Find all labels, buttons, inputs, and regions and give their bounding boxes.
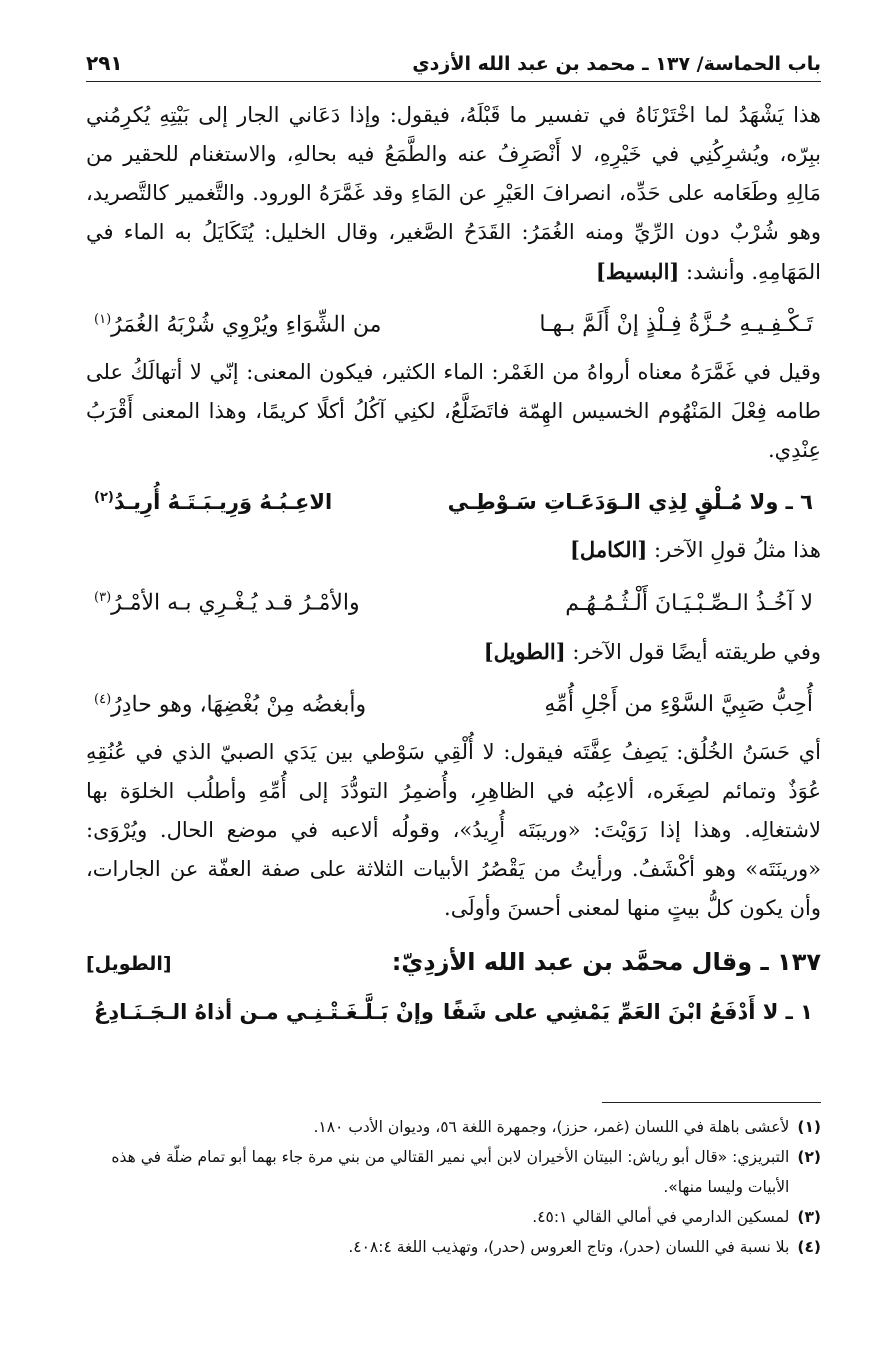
verse-5-first-hemistich: ١ ـ لا أَدْفَعُ ابْنَ العَمِّ يَمْشِي على شَفًا xyxy=(443,999,813,1024)
footnote-text: التبريزي: «قال أبو رياش: البيتان الأخيران لابن أبي نمير القتالي من بني مرة جاء بهما أبو تمام ضلّة في هذه الأبيات وليسا منها». xyxy=(111,1148,790,1196)
footnote-ref-2: (٢) xyxy=(94,490,114,506)
footnote-text: لمسكين الدارمي في أمالي القالي ٤٥:١. xyxy=(532,1208,790,1226)
verse-2-second-hemistich xyxy=(86,478,332,522)
meter-label-3: [الطويل] xyxy=(483,638,566,664)
verse-2 xyxy=(86,478,821,522)
verse-3-second-text: والأمْـرُ قـد يُـغْـرِي بـه الأمْـرُ xyxy=(111,590,360,616)
page-number: ٢٩١ xyxy=(86,51,123,75)
verse-5-second-hemistich: وإنْ بَـلَّـغَـتْـنِـي مـن أذاهُ الـجَـنَـادِعُ xyxy=(94,999,434,1024)
verse-1-first-hemistich: تَـكْـفِـيـهِ حُـزَّةُ فِـلْذٍ إنْ أَلَمَّ بـهـا xyxy=(539,312,813,338)
verse-2-first-hemistich: ٦ ـ ولا مُـلْقٍ لِذِي الـوَدَعَـاتِ سَـوْطِـي xyxy=(447,490,813,515)
footnote-text: لأعشى باهلة في اللسان (غمر، حزز)، وجمهرة اللغة ٥٦، وديوان الأدب ١٨٠. xyxy=(313,1118,790,1136)
verse-3 xyxy=(86,578,821,623)
paragraph-4 xyxy=(86,632,821,672)
paragraph-2: وقيل في غَمَّرَهُ معناه أرواهُ من الغَمْر: الماء الكثير، فيكون المعنى: إنّي لا أتهالَكُ على طامه فِعْلَ المَنْهُوم الخسيس الهِمّة فاتَضَلَّعُ، لكنِي آكُلُ أكلًا كريمًا، وهذا المعنى أَقْرَبُ عِنْدِي. xyxy=(86,360,821,463)
paragraph-4-text: وفي طريقته أيضًا قول الآخر: xyxy=(572,639,821,664)
verse-4-second-hemistich xyxy=(86,680,366,725)
footnotes xyxy=(86,1112,821,1262)
page-header xyxy=(86,42,821,82)
footnote-ref-3: (٣) xyxy=(94,590,112,606)
footnote xyxy=(86,1112,821,1142)
verse-2-second-text: الاعِـبُـهُ وَرِيـبَـتَـهُ أُرِيـدُ xyxy=(113,490,333,515)
verse-4-first-hemistich: أُحِبُّ صَبِيَّ السَّوْءِ من أَجْلِ أُمِّهِ xyxy=(544,691,813,717)
verse-4 xyxy=(86,680,821,725)
verse-1 xyxy=(86,300,821,345)
footnote-ref-1: (١) xyxy=(94,312,112,327)
meter-label-2: [الكامل] xyxy=(570,537,648,563)
paragraph-3 xyxy=(86,530,821,570)
verse-5 xyxy=(86,992,821,1032)
verse-1-second-text: من الشِّوَاءِ ويُرْوِي شُرْبَهُ الغُمَرُ xyxy=(111,312,382,338)
paragraph-5: أي حَسَنُ الخُلُق: يَصِفُ عِفَّتَه فيقول: لا أُلْقِي سَوْطي بين يَدَي الصبيّ الذي في عُنُقِهِ عُوَذٌ وتمائم لصِغَره، ألاعِبُه في الظاهِرِ، وأُضمِرُ التودُّدَ إلى أُمِّهِ وأطلُب الخلوَة بها لاشتغالِه. وهذا إذا رَوَيْتَ: «وريبَتَه أُرِيدُ»، وقولُه ألاعبه في موضع الحال. ويُرْوَى: «ورينَتَه» وهو أكْشَفُ. ورأيتُ من يَقْصُرُ الأبيات الثلاثة على صفة العفّة عن الجارات، وأن يكون كلُّ بيتٍ منها لمعنى أحسنَ وأولَى. xyxy=(86,739,821,920)
verse-4-second-text: وأبغضُه مِنْ بُغْضِهَا، وهو حادِرُ xyxy=(111,691,367,717)
verse-3-second-hemistich xyxy=(86,578,360,623)
footnote xyxy=(86,1142,821,1202)
footnote-divider xyxy=(602,1102,821,1103)
running-title: باب الحماسة/ ١٣٧ ـ محمد بن عبد الله الأزدي xyxy=(412,53,821,75)
meter-label-1: [البسيط] xyxy=(595,259,680,284)
verse-3-first-hemistich: لا آخُـذُ الـصِّـبْـيَـانَ أَلْـثُـمُـهُـم xyxy=(565,590,813,616)
footnote-text: بلا نسبة في اللسان (حدر)، وتاج العروس (حدر)، وتهذيب اللغة ٤٠٨:٤. xyxy=(348,1238,790,1256)
footnote xyxy=(86,1202,821,1232)
footnote-number: (٣) xyxy=(797,1208,821,1226)
poem-meter-label: [الطويل] xyxy=(86,952,172,975)
verse-1-second-hemistich xyxy=(86,300,381,345)
paragraph-1 xyxy=(86,96,821,292)
footnote-number: (٤) xyxy=(797,1238,821,1256)
poem-heading-title: ١٣٧ ـ وقال محمَّد بن عبد الله الأزدِيّ: xyxy=(391,947,821,976)
paragraph-1-text: هذا يَشْهَدُ لما اخْتَرْنَاهُ في تفسير ما قَبْلَهُ، فيقول: وإذا دَعَاني الجار إلى بَيْتِهِ يُكرِمُني ببِرّه، ويُشرِكُنِي في خَيْرِهِ، لا أَنْصَرِفُ عنه والطَّمَعُ فيه بحالهِ، والاستغنام للحقير من مَالِهِ وطَعَامه على حَدِّه، انصرافَ العَيْرِ عن المَاءِ وقد غَمَّرَهُ الورود. والتَّغمير كالتَّصريد، وهو شُرْبٌ دون الرِّيِّ ومنه الغُمَرُ: القَدَحُ الصَّغير، وقال الخليل: يُتَكَايَلُ به الماء في المَهَامِهِ. وأنشد: xyxy=(86,103,821,284)
poem-heading xyxy=(86,940,821,986)
footnote-ref-4: (٤) xyxy=(94,691,112,707)
main-text xyxy=(86,96,821,1040)
footnote xyxy=(86,1232,821,1262)
footnote-number: (١) xyxy=(797,1118,821,1136)
footnote-number: (٢) xyxy=(797,1148,821,1166)
paragraph-3-text: هذا مثلُ قولِ الآخر: xyxy=(653,538,821,563)
